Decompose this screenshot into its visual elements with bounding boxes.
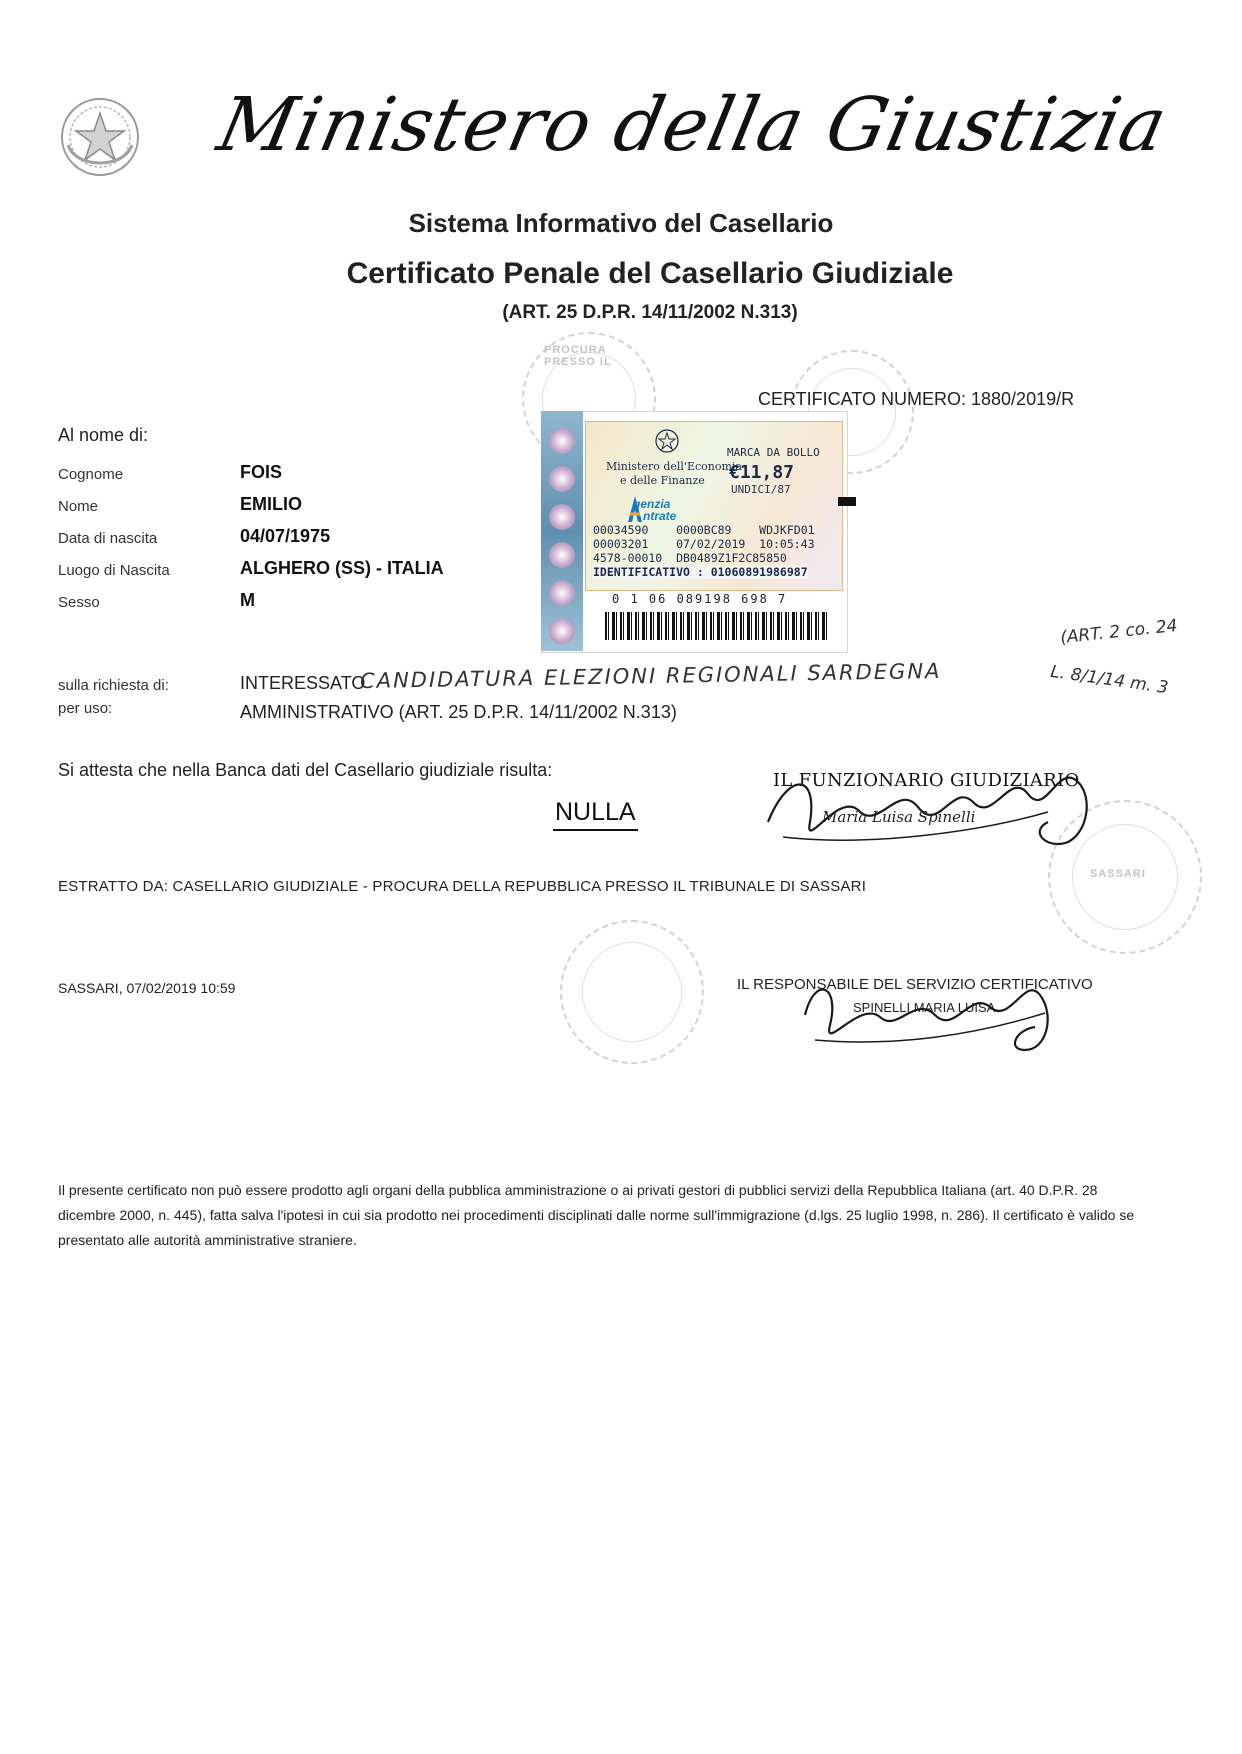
- surname-label: Cognome: [58, 466, 124, 483]
- birth-date-label: Data di nascita: [58, 530, 158, 547]
- hologram-icon: [549, 504, 575, 530]
- sex-label: Sesso: [58, 594, 100, 611]
- stamp-amount-words: UNDICI/87: [731, 483, 791, 496]
- handwritten-purpose-note: CANDIDATURA ELEZIONI REGIONALI SARDEGNA: [359, 658, 942, 694]
- signature-icon: [785, 955, 1085, 1070]
- name-label: Nome: [58, 498, 99, 515]
- certificate-title: Certificato Penale del Casellario Giudiziale: [346, 257, 954, 290]
- stamp-data-row: 00034590 0000BC89 WDJKFD01: [593, 523, 815, 537]
- office-stamp: SASSARI: [1048, 800, 1202, 954]
- responsible-title: IL RESPONSABILE DEL SERVIZIO CERTIFICATIVO: [737, 976, 1093, 993]
- agency-name-line1: genzia: [633, 497, 671, 511]
- signature-icon: [748, 752, 1108, 867]
- certificate-number: CERTIFICATO NUMERO: 1880/2019/R: [758, 389, 1075, 409]
- stamp-issuer-line1: Ministero dell'Economia: [606, 460, 742, 473]
- attestation-result: NULLA: [553, 798, 638, 831]
- article-reference: (ART. 25 D.P.R. 14/11/2002 N.313): [502, 302, 798, 323]
- legal-footer: Il presente certificato non può essere prodotto agli organi della pubblica amministrazione o ai privati gestori di pubblici servizi della Repubblica Italiana (art. 40 D.P.R. 28 dicembre 2000, n. 445), fatta salva l'ipotesi in cui sia prodotto nei procedimenti disciplinati dalle norme sull'immigrazione (d.lgs. 25 luglio 1998, n. 286). Il certificato è valido se presentato alle autorità amministrative straniere.: [58, 1182, 1135, 1248]
- barcode-icon: [605, 612, 830, 640]
- system-heading: Sistema Informativo del Casellario: [408, 208, 834, 238]
- office-stamp: [560, 920, 704, 1064]
- birth-place-value: ALGHERO (SS) - ITALIA: [240, 558, 444, 578]
- hologram-icon: [549, 428, 575, 454]
- hologram-icon: [549, 580, 575, 606]
- handwritten-margin-note: L. 8/1/14 m. 3: [1049, 661, 1170, 699]
- stamp-type: MARCA DA BOLLO: [727, 446, 820, 459]
- stamp-issuer-line2: e delle Finanze: [620, 474, 705, 487]
- name-value: EMILIO: [240, 494, 302, 514]
- attestation-text: Si attesta che nella Banca dati del Casellario giudiziale risulta:: [58, 760, 553, 780]
- stamp-marker: [838, 497, 856, 506]
- requested-by-value: INTERESSATO: [240, 673, 366, 693]
- office-stamp: PROCURA PRESSO IL: [522, 332, 656, 466]
- stamp-identifier: IDENTIFICATIVO : 01060891986987: [593, 565, 808, 579]
- official-name: Maria Luisa Spinelli: [822, 808, 976, 826]
- stamp-data-row: 00003201 07/02/2019 10:05:43: [593, 537, 815, 551]
- handwritten-margin-note: (ART. 2 co. 24: [1059, 615, 1179, 649]
- responsible-name: SPINELLI MARIA LUISA: [853, 1000, 996, 1015]
- stamp-amount: €11,87: [729, 462, 795, 483]
- agency-name-line2: ntrate: [643, 509, 677, 523]
- hologram-icon: [549, 618, 575, 644]
- stamp-data-row: 4578-00010 DB0489Z1F2C85850: [593, 551, 787, 565]
- ministry-title: Ministero della Giustizia: [210, 82, 1175, 168]
- subject-heading: Al nome di:: [58, 425, 149, 445]
- italian-republic-emblem-icon: [58, 95, 142, 179]
- sex-value: M: [240, 590, 255, 610]
- place-datetime: SASSARI, 07/02/2019 10:59: [58, 980, 236, 996]
- use-label: per uso:: [58, 700, 113, 717]
- official-title: IL FUNZIONARIO GIUDIZIARIO: [773, 770, 1080, 791]
- requested-by-label: sulla richiesta di:: [58, 677, 169, 694]
- birth-date-value: 04/07/1975: [240, 526, 331, 546]
- birth-place-label: Luogo di Nascita: [58, 562, 170, 579]
- barcode-number: 0 1 06 089198 698 7: [612, 592, 788, 606]
- hologram-icon: [549, 542, 575, 568]
- surname-value: FOIS: [240, 462, 283, 482]
- extract-source: ESTRATTO DA: CASELLARIO GIUDIZIALE - PROCURA DELLA REPUBBLICA PRESSO IL TRIBUNALE DI SASSARI: [58, 878, 867, 895]
- stamp-emblem-icon: [654, 428, 680, 459]
- hologram-icon: [549, 466, 575, 492]
- use-value: AMMINISTRATIVO (ART. 25 D.P.R. 14/11/2002 N.313): [240, 702, 677, 722]
